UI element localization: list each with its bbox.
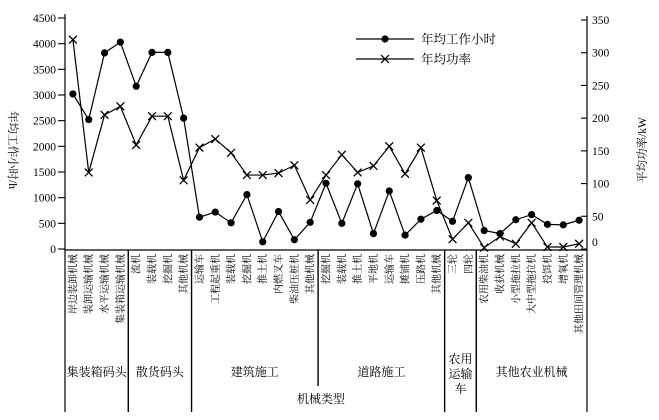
power-series-point-marker <box>417 144 425 152</box>
power-series-point-marker <box>338 151 346 159</box>
group-label: 建筑施工 <box>230 365 279 379</box>
right-axis-tick-label: 300 <box>592 47 610 60</box>
power-series-point-marker <box>433 197 441 205</box>
right-axis-tick-label: 50 <box>592 211 604 224</box>
hours-series-point-marker <box>275 208 282 215</box>
left-axis-tick-label: 1500 <box>33 167 56 179</box>
legend-hours-label: 年均工作小时 <box>421 32 497 47</box>
hours-series-point-marker <box>354 180 361 187</box>
group-label-line: 农用 <box>448 352 473 366</box>
power-series-point-marker <box>464 219 472 227</box>
hours-series-point-marker <box>370 230 377 237</box>
category-label: 装载机 <box>226 254 238 284</box>
category-label: 平地机 <box>368 254 380 284</box>
power-series-point-marker <box>370 162 378 170</box>
category-label: 其他机械 <box>305 254 317 294</box>
category-label: 运输车 <box>194 254 206 284</box>
hours-series-point-marker <box>180 115 187 122</box>
hours-series-point-marker <box>544 221 551 228</box>
right-axis-title: 平均功率/kW <box>637 117 649 183</box>
power-series-point-marker <box>132 141 140 149</box>
hours-series-point-marker <box>322 180 329 187</box>
power-series-line <box>73 40 579 248</box>
category-label: 集装箱运输机械 <box>115 254 127 324</box>
hours-series-point-marker <box>212 208 219 215</box>
hours-series-point-marker <box>560 221 567 228</box>
category-label: 挖掘机 <box>163 254 175 284</box>
group-label: 散货码头 <box>135 365 184 379</box>
left-axis-tick-label: 3500 <box>33 64 56 77</box>
right-axis-tick-label: 200 <box>592 113 610 126</box>
hours-series-point-marker <box>386 187 393 194</box>
group-label-line: 车 <box>454 382 467 396</box>
hours-series-point-marker <box>227 219 234 226</box>
power-series-point-marker <box>512 240 520 248</box>
right-axis-tick-label: 350 <box>592 15 610 27</box>
power-series-point-marker <box>354 169 362 177</box>
category-label: 增氧机 <box>558 254 570 284</box>
hours-series-point-marker <box>148 49 155 56</box>
hours-series-point-marker <box>401 232 408 239</box>
category-label: 内燃叉车 <box>274 254 286 294</box>
power-series-point-marker <box>101 111 109 119</box>
category-label: 推土机 <box>258 254 270 284</box>
category-label: 其他机械 <box>179 254 191 294</box>
right-axis-tick-label: 0 <box>592 237 598 249</box>
category-label: 装载机 <box>337 254 349 284</box>
category-label: 装卸运输机械 <box>84 254 96 314</box>
category-label: 农用柴油机 <box>479 254 491 304</box>
left-axis-tick-label: 4500 <box>33 13 56 25</box>
hours-series-point-marker <box>291 236 298 243</box>
right-axis-tick-label: 250 <box>592 80 610 93</box>
hours-series-point-marker <box>307 219 314 226</box>
power-series-point-marker <box>290 161 298 169</box>
category-label: 大中型拖拉机 <box>527 254 539 314</box>
left-axis-tick-label: 2000 <box>33 141 56 154</box>
hours-series-point-marker <box>196 214 203 221</box>
category-label: 柴油压桩机 <box>289 254 301 304</box>
category-label: 挖掘机 <box>321 254 333 284</box>
category-label: 四轮 <box>463 254 475 274</box>
category-label: 装载机 <box>147 254 159 284</box>
power-series-point-marker <box>528 219 536 227</box>
category-label: 推土机 <box>353 254 365 284</box>
category-label: 摊铺机 <box>400 254 412 284</box>
category-label: 岸边装卸机械 <box>68 254 80 314</box>
category-label: 运输车 <box>384 254 396 284</box>
group-label: 其他农业机械 <box>495 365 568 379</box>
left-axis-tick-label: 500 <box>38 218 56 231</box>
hours-series-point-marker <box>417 216 424 223</box>
left-axis-tick-label: 4000 <box>33 38 56 51</box>
category-label: 小型拖拉机 <box>511 254 523 304</box>
power-series-point-marker <box>227 149 235 157</box>
left-axis-tick-label: 1000 <box>33 192 56 205</box>
hours-series-point-marker <box>243 191 250 198</box>
category-label: 其他田间管理机械 <box>574 254 586 334</box>
legend-hours-point-marker <box>381 35 388 42</box>
hours-series-point-marker <box>133 83 140 90</box>
category-label: 收获机械 <box>495 254 507 294</box>
hours-series-point-marker <box>85 116 92 123</box>
hours-series-point-marker <box>528 211 535 218</box>
category-label: 三轮 <box>448 254 460 274</box>
hours-series-point-marker <box>465 174 472 181</box>
hours-series-point-marker <box>101 49 108 56</box>
hours-series-point-marker <box>259 238 266 245</box>
power-series-point-marker <box>401 170 409 178</box>
legend-power-label: 年均功率 <box>421 52 472 67</box>
power-series-point-marker <box>322 171 330 179</box>
group-label: 集装箱码头 <box>66 365 127 379</box>
category-label: 投饵机 <box>542 254 554 284</box>
power-series-point-marker <box>196 144 204 152</box>
category-label: 其他机械 <box>432 254 444 294</box>
category-label: 挖掘机 <box>242 254 254 284</box>
hours-series-point-marker <box>117 39 124 46</box>
hours-series-point-marker <box>69 90 76 97</box>
category-label: 工程起重机 <box>210 253 222 304</box>
power-series-point-marker <box>116 102 124 110</box>
category-label: 压路机 <box>416 254 428 284</box>
hours-series-line <box>73 42 579 242</box>
x-axis-title: 机械类型 <box>296 392 346 406</box>
right-axis-tick-label: 150 <box>592 145 610 158</box>
group-label: 道路施工 <box>357 365 406 379</box>
hours-series-point-marker <box>575 217 582 224</box>
hours-series-point-marker <box>512 216 519 223</box>
group-label-line: 运输 <box>448 367 473 381</box>
hours-series-point-marker <box>481 227 488 234</box>
left-axis-title: 年均工作小时/h <box>6 111 18 189</box>
right-axis-tick-label: 100 <box>592 178 610 191</box>
hours-series-point-marker <box>164 49 171 56</box>
category-label: 流机 <box>131 254 143 274</box>
left-axis-tick-label: 0 <box>50 244 56 256</box>
power-series-point-marker <box>385 142 393 150</box>
left-axis-tick-label: 2500 <box>33 115 56 128</box>
hours-series-point-marker <box>449 218 456 225</box>
category-label: 水平运输机械 <box>100 254 112 314</box>
power-series-point-marker <box>180 176 188 184</box>
power-series-point-marker <box>211 135 219 143</box>
hours-series-point-marker <box>338 220 345 227</box>
power-series-point-marker <box>449 235 457 243</box>
power-series-point-marker <box>306 196 314 204</box>
left-axis-tick-label: 3000 <box>33 90 56 102</box>
